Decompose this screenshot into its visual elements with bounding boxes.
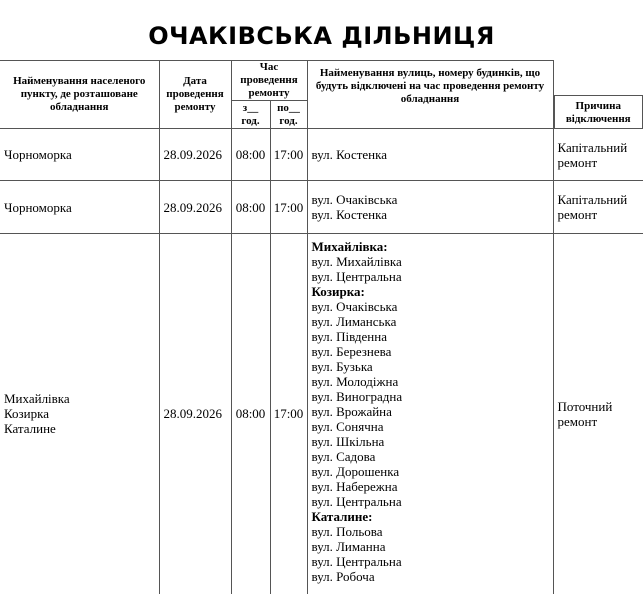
street-line: вул. Костенка — [311, 147, 388, 162]
streets-cell — [307, 234, 553, 594]
header-reason — [553, 61, 643, 129]
time-to-cell: 17:00 — [270, 181, 307, 234]
outage-schedule-table — [0, 60, 643, 594]
street-line: вул. Робоча — [311, 569, 375, 584]
street-line: вул. Лиманська — [311, 314, 397, 329]
village-heading: Михайлівка: — [311, 239, 388, 254]
street-line: вул. Центральна — [311, 269, 402, 284]
village-heading: Козирка: — [311, 284, 365, 299]
time-from-cell: 08:00 — [231, 234, 270, 594]
street-line: вул. Врожайна — [311, 404, 392, 419]
streets-list — [312, 239, 551, 584]
header-date: Дата проведення ремонту — [159, 61, 231, 129]
settlement-cell — [0, 181, 159, 234]
header-streets: Найменування вулиць, номеру будинків, що будуть відключені на час проведення ремонту обладнання — [307, 61, 553, 129]
header-time: Час проведення ремонту — [231, 61, 307, 101]
street-line: вул. Виноградна — [311, 389, 403, 404]
streets-cell — [307, 129, 553, 181]
header-reason-box: Причина відключення — [554, 95, 643, 128]
reason-cell: Капітальний ремонт — [553, 181, 643, 234]
settlement-name: Каталине — [4, 421, 56, 437]
table-row — [0, 129, 643, 181]
street-line: вул. Лиманна — [311, 539, 386, 554]
settlement-name: Чорноморка — [4, 199, 72, 215]
street-line: вул. Набережна — [311, 479, 398, 494]
street-line: вул. Костенка — [311, 207, 388, 222]
street-line: вул. Садова — [311, 449, 376, 464]
header-time-from: з__ год. — [231, 101, 270, 129]
date-cell: 28.09.2026 — [159, 129, 231, 181]
settlement-cell — [0, 129, 159, 181]
page-title: ОЧАКІВСЬКА ДІЛЬНИЦЯ — [148, 22, 495, 50]
street-line: вул. Південна — [311, 329, 387, 344]
street-line: вул. Молодіжна — [311, 374, 399, 389]
street-line: вул. Михайлівка — [311, 254, 402, 269]
time-to-cell: 17:00 — [270, 234, 307, 594]
reason-cell: Капітальний ремонт — [553, 129, 643, 181]
street-line: вул. Польова — [311, 524, 383, 539]
street-line: вул. Очаківська — [311, 299, 398, 314]
street-line: вул. Сонячна — [311, 419, 384, 434]
time-to-cell: 17:00 — [270, 129, 307, 181]
reason-cell: Поточний ремонт — [557, 398, 613, 429]
date-cell: 28.09.2026 — [159, 234, 231, 594]
street-line: вул. Дорошенка — [311, 464, 400, 479]
settlement-name: Чорноморка — [4, 147, 72, 162]
table-row — [0, 234, 643, 594]
header-time-to: по__ год. — [270, 101, 307, 129]
street-line: вул. Шкільна — [311, 434, 385, 449]
table-row — [0, 181, 643, 234]
time-from-cell: 08:00 — [231, 129, 270, 181]
street-line: вул. Центральна — [311, 554, 402, 569]
street-line: вул. Центральна — [311, 494, 402, 509]
date-cell: 28.09.2026 — [159, 181, 231, 234]
time-from-cell: 08:00 — [231, 181, 270, 234]
street-line: вул. Березнева — [311, 344, 392, 359]
settlement-name: Козирка — [4, 406, 50, 422]
settlement-cell — [0, 234, 159, 594]
settlement-name: Михайлівка — [4, 391, 70, 407]
street-line: вул. Очаківська — [311, 192, 398, 207]
streets-cell — [307, 181, 553, 234]
village-heading: Каталине: — [311, 509, 373, 524]
street-line: вул. Бузька — [311, 359, 373, 374]
header-settlement: Найменування населеного пункту, де розташоване обладнання — [0, 61, 159, 129]
